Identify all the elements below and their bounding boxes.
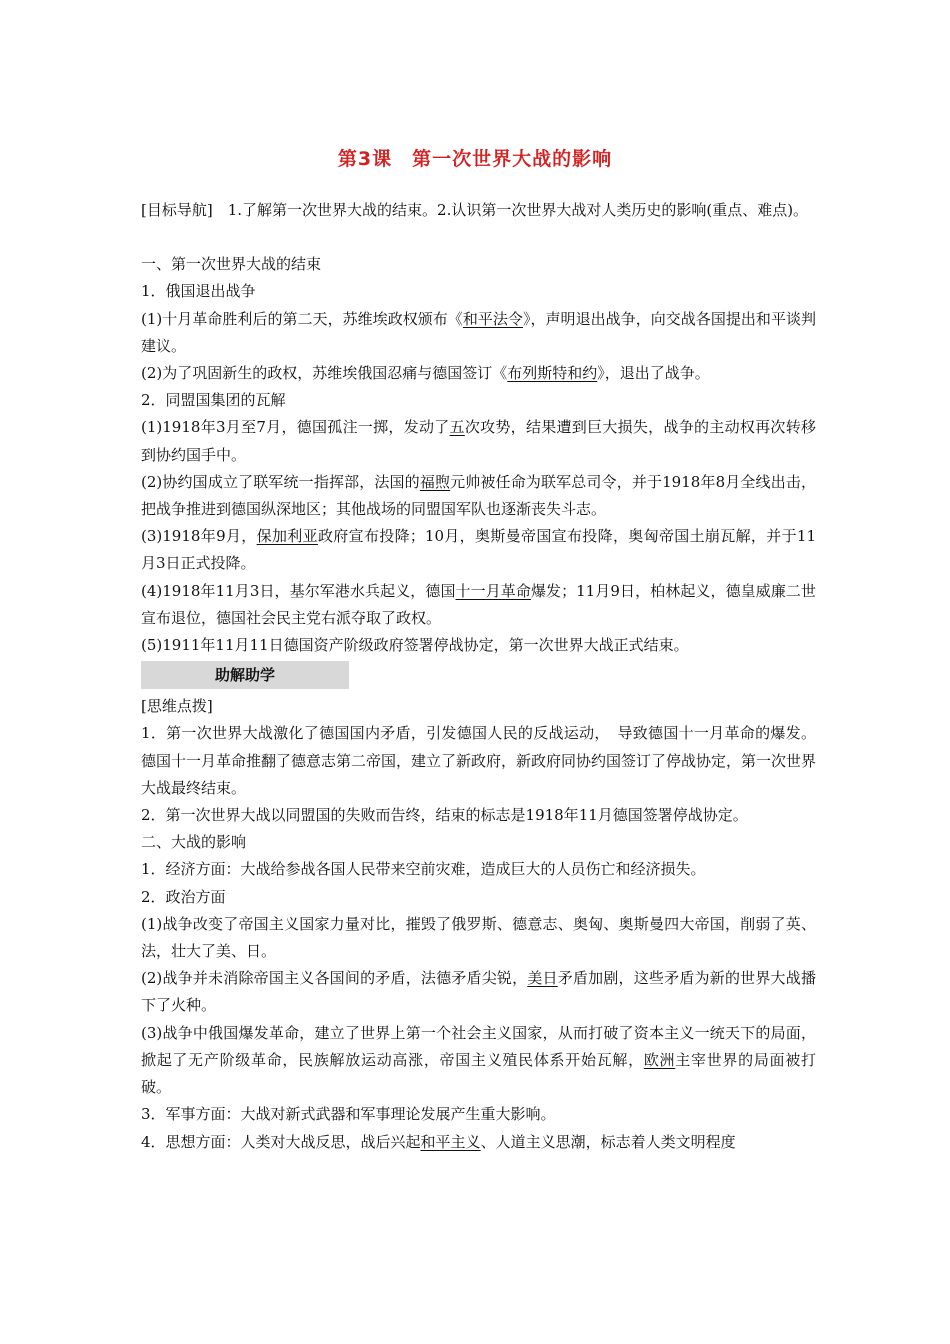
paragraph-2-5: (5)1911年11月11日德国资产阶级政府签署停战协定，第一次世界大战正式结束。 xyxy=(141,636,689,655)
text: 爆发；11月9日，柏林起义，德皇威廉二世宣布退位，德国社会民主党右派夺取了政权。 xyxy=(141,581,816,627)
paragraph-2-3 xyxy=(141,523,816,577)
section1-sub1: 1．俄国退出战争 xyxy=(141,282,256,301)
answer-blank: 和平法令 xyxy=(462,309,523,328)
text: 主宰世界的局面被打破。 xyxy=(141,1050,816,1097)
politics-point-3 xyxy=(141,1020,816,1102)
impact-military: 3．军事方面：大战对新式武器和军事理论发展产生重大影响。 xyxy=(141,1105,556,1124)
answer-blank: 保加利亚 xyxy=(256,527,318,546)
answer-blank: 福煦 xyxy=(419,472,451,491)
answer-blank: 十一月革命 xyxy=(455,581,531,600)
study-help-banner xyxy=(141,661,349,689)
text: 4．思想方面：人类对大战反思，战后兴起 xyxy=(141,1132,421,1151)
text: 次攻势，结果遭到巨大损失，战争的主动权再次转移到协约国手中。 xyxy=(141,418,816,464)
text: (1)1918年3月至7月，德国孤注一掷，发动了 xyxy=(141,418,450,437)
tip-2: 2．第一次世界大战以同盟国的失败而告终，结束的标志是1918年11月德国签署停战协定。 xyxy=(141,806,748,825)
text: 政府宣布投降；10月，奥斯曼帝国宣布投降，奥匈帝国土崩瓦解，并于11月3日正式投降。 xyxy=(141,527,816,573)
tip-1: 1．第一次世界大战激化了德国国内矛盾，引发德国人民的反战运动， 导致德国十一月革命的爆发。德国十一月革命推翻了德意志第二帝国，建立了新政府，新政府同协约国签订了停战协定，第一次世界大战最终结束。 xyxy=(141,724,817,797)
section1-heading: 一、第一次世界大战的结束 xyxy=(141,255,322,274)
answer-blank: 欧洲 xyxy=(643,1050,676,1069)
section2-heading: 二、大战的影响 xyxy=(141,833,247,852)
text: (4)1918年11月3日，基尔军港水兵起义，德国 xyxy=(141,581,456,600)
text: (2)协约国成立了联军统一指挥部，法国的 xyxy=(141,472,420,491)
lesson-title: 第3课 第一次世界大战的影响 xyxy=(337,148,613,170)
goal-paragraph xyxy=(141,197,816,224)
paragraph-2-1 xyxy=(141,414,816,468)
text: 》，退出了战争。 xyxy=(597,364,710,383)
tips-tag: [思维点拨] xyxy=(141,697,213,716)
goal-text: 1.了解第一次世界大战的结束。2.认识第一次世界大战对人类历史的影响(重点、难点)。 xyxy=(212,201,809,219)
spacer xyxy=(141,224,816,251)
text: (2)战争并未消除帝国主义各国间的矛盾，法德矛盾尖锐， xyxy=(141,969,528,988)
answer-blank: 布列斯特和约 xyxy=(507,364,598,383)
paragraph-1-1 xyxy=(141,306,816,360)
impact-economy: 1．经济方面：大战给参战各国人民带来空前灾难，造成巨大的人员伤亡和经济损失。 xyxy=(141,860,706,879)
text: 》，声明退出战争，向交战各国提出和平谈判建议。 xyxy=(141,309,816,355)
text: 元帅被任命为联军总司令，并于1918年8月全线出击，把战争推进到德国纵深地区；其他战场的同盟国军队也逐渐丧失斗志。 xyxy=(141,472,816,519)
goal-tag: [目标导航] xyxy=(141,201,213,219)
text: (3)战争中俄国爆发革命，建立了世界上第一个社会主义国家，从而打破了资本主义一统天下的局面，掀起了无产阶级革命，民族解放运动高涨，帝国主义殖民体系开始瓦解， xyxy=(141,1023,816,1069)
paragraph-2-2 xyxy=(141,469,816,523)
section1-sub2: 2．同盟国集团的瓦解 xyxy=(141,391,286,410)
answer-blank: 和平主义 xyxy=(420,1132,481,1151)
politics-point-2 xyxy=(141,965,816,1019)
document-body xyxy=(141,197,816,1156)
text: (1)十月革命胜利后的第二天，苏维埃政权颁布《 xyxy=(141,309,463,328)
paragraph-2-4 xyxy=(141,578,816,632)
answer-blank: 五 xyxy=(449,418,465,437)
paragraph-1-2 xyxy=(141,360,816,387)
answer-blank: 美日 xyxy=(527,969,558,988)
text: 矛盾加剧，这些矛盾为新的世界大战播下了火种。 xyxy=(141,969,816,1015)
politics-point-1: (1)战争改变了帝国主义国家力量对比，摧毁了俄罗斯、德意志、奥匈、奥斯曼四大帝国，削弱了英、法，壮大了美、日。 xyxy=(141,914,816,961)
text: 、人道主义思潮，标志着人类文明程度 xyxy=(480,1132,736,1151)
text: (3)1918年9月， xyxy=(141,527,257,546)
banner-label: 助解助学 xyxy=(214,666,275,685)
text: (2)为了巩固新生的政权，苏维埃俄国忍痛与德国签订《 xyxy=(141,364,508,383)
impact-politics: 2．政治方面 xyxy=(141,887,226,906)
impact-thought xyxy=(141,1129,816,1156)
